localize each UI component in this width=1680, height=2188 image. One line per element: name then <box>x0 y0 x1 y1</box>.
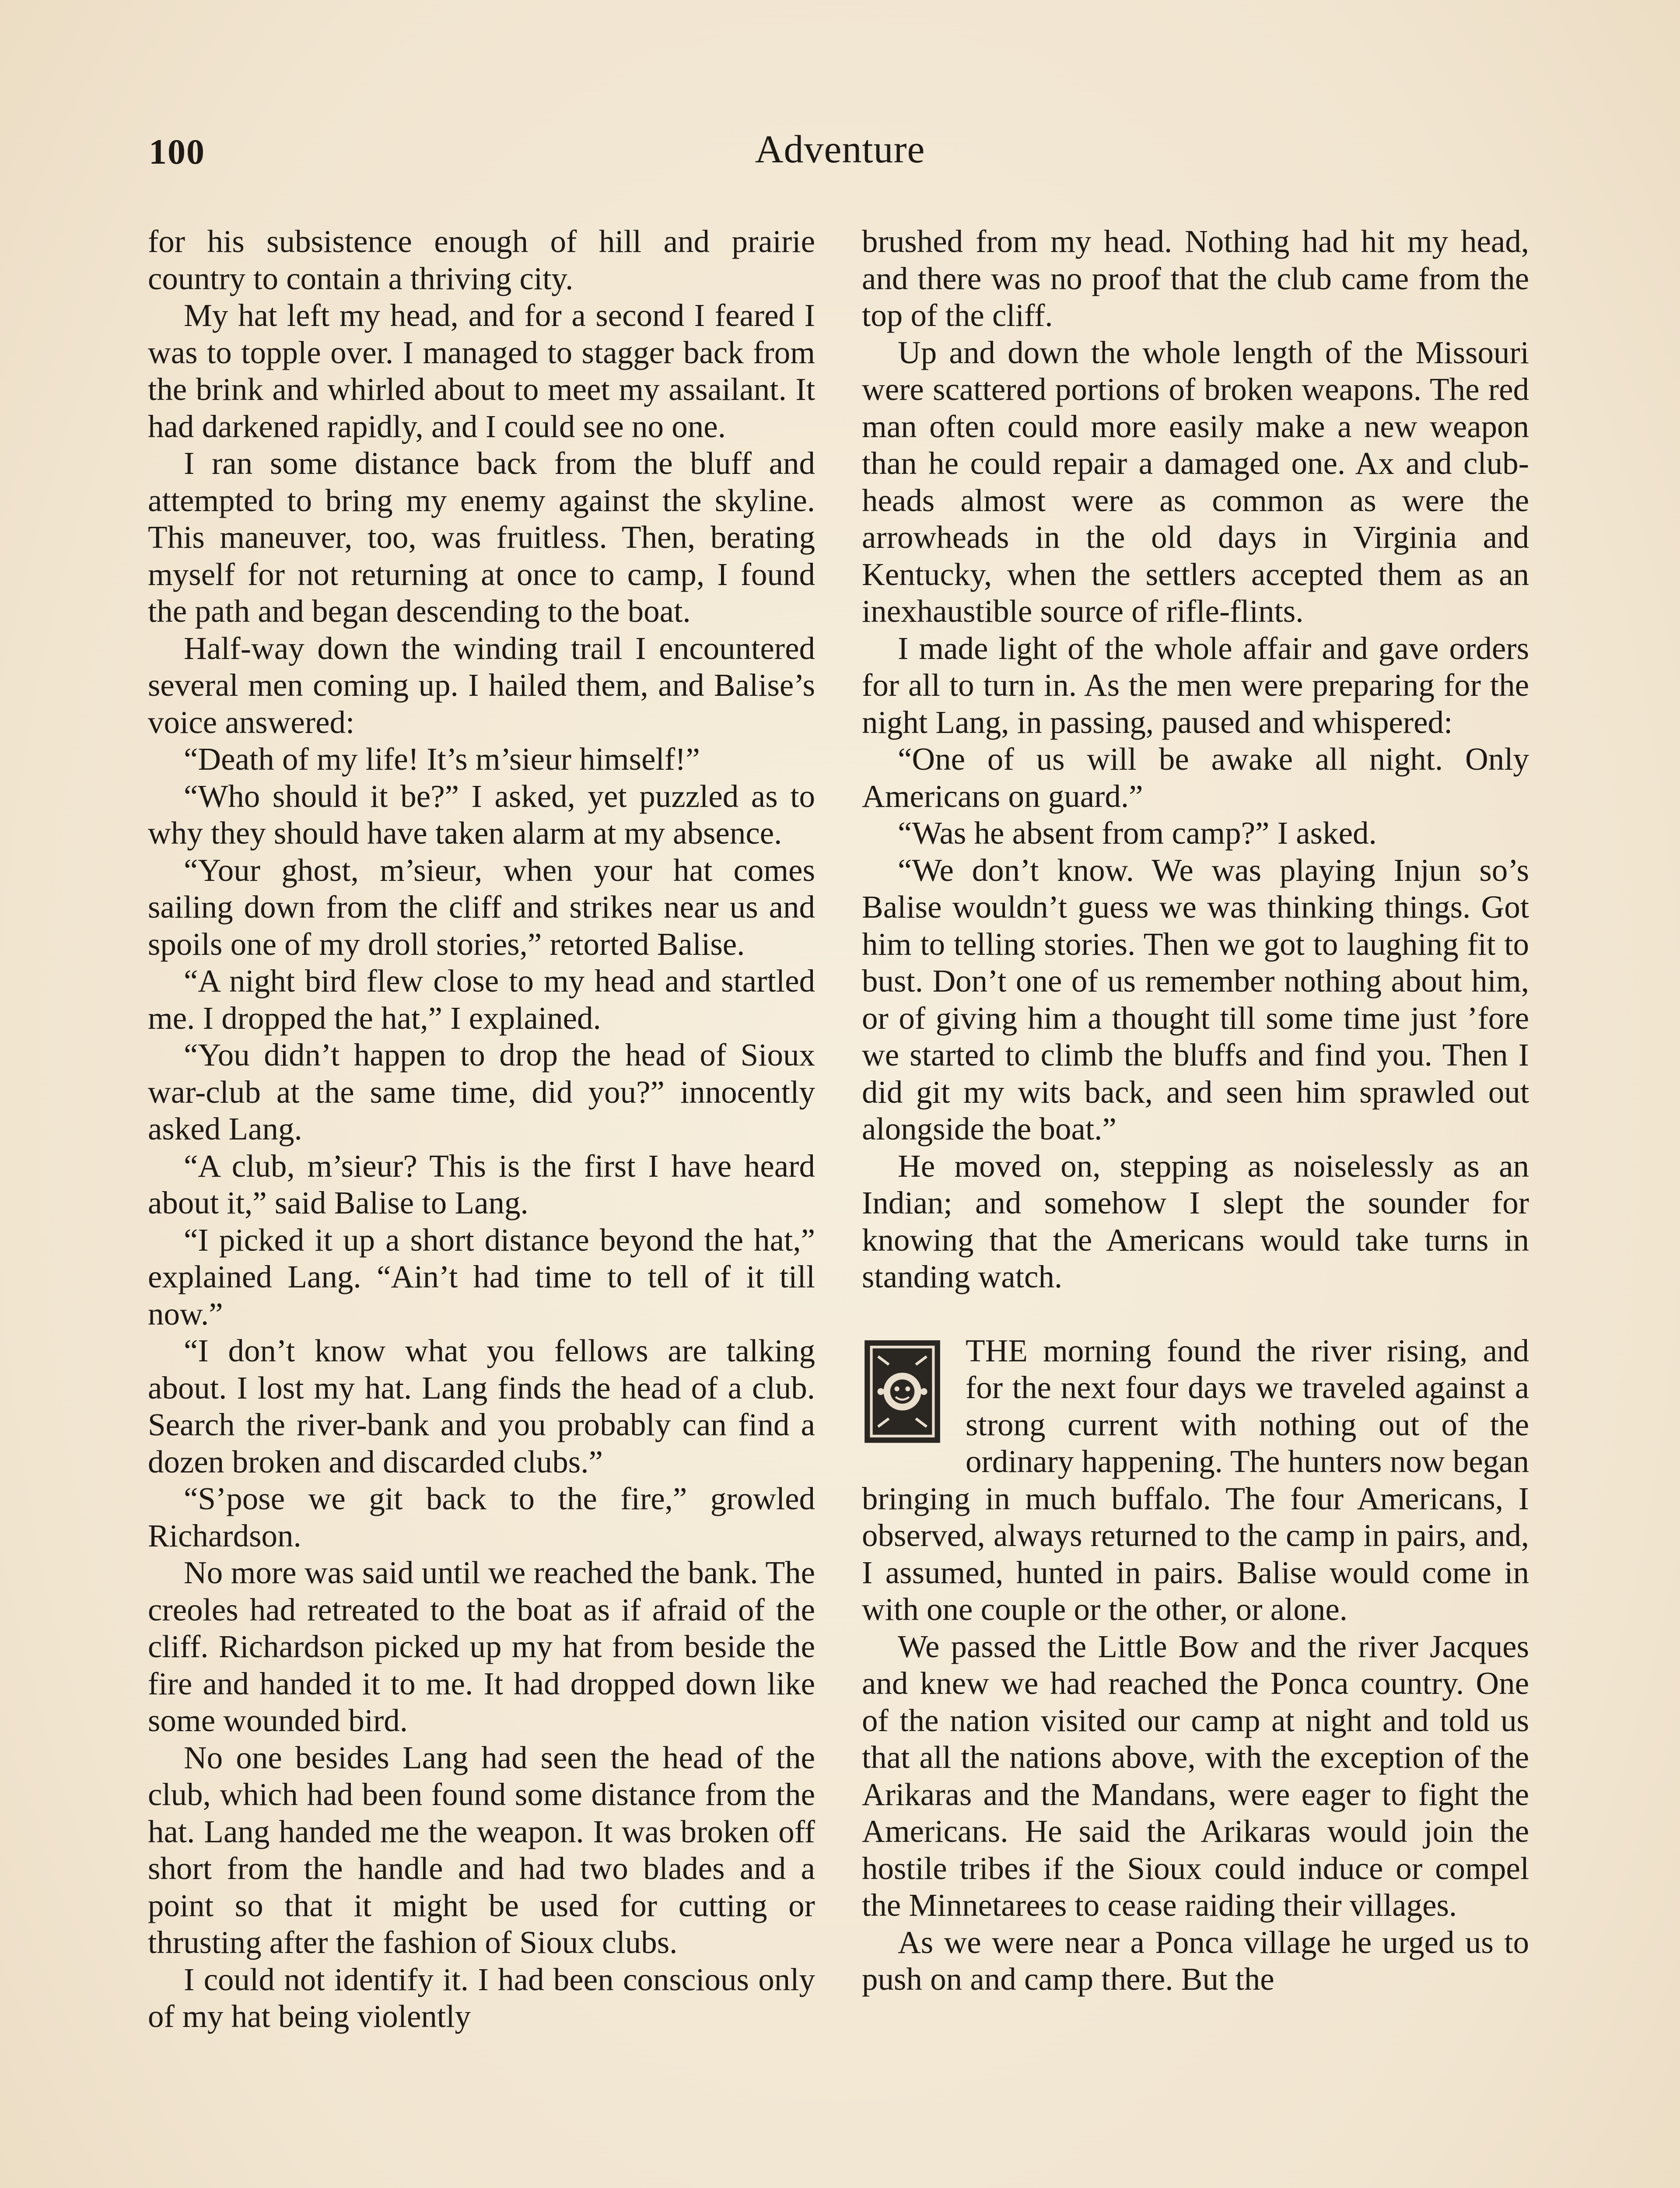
paragraph: “A night bird flew close to my head and startled me. I dropped the hat,” I explained. <box>148 963 815 1036</box>
paragraph: “Who should it be?” I asked, yet puzzled as to why they should have taken alarm at my absence. <box>148 778 815 851</box>
paragraph: “I don’t know what you fellows are talking about. I lost my hat. Lang finds the head of a club. Search the river-bank and you probably can find a dozen broken and discarded clubs.” <box>148 1333 815 1480</box>
paragraph: As we were near a Ponca village he urged us to push on and camp there. But the <box>862 1924 1529 1997</box>
page-number: 100 <box>149 132 205 172</box>
paragraph: My hat left my head, and for a second I feared I was to topple over. I managed to stagger back from the brink and whirled about to meet my assailant. It had darkened rapidly, and I could see no one. <box>148 298 815 444</box>
paragraph: “Was he absent from camp?” I asked. <box>898 815 1377 851</box>
section-break-block <box>862 1332 1529 1628</box>
left-column <box>148 223 815 2035</box>
right-column <box>862 223 1529 1998</box>
paragraph: No one besides Lang had seen the head of the club, which had been found some distance from the hat. Lang handed me the weapon. It was broken off short from the handle and had two blades and a point so that it might be used for cutting or thrusting after the fashion of Sioux clubs. <box>148 1739 815 1960</box>
paragraph: No more was said until we reached the bank. The creoles had retreated to the boat as if afraid of the cliff. Richardson picked up my hat from beside the fire and handed it to me. It had dropped down like some wounded bird. <box>148 1555 815 1738</box>
paragraph: Half-way down the winding trail I encountered several men coming up. I hailed them, and Balise’s voice answered: <box>148 630 815 740</box>
paragraph: We passed the Little Bow and the river Jacques and knew we had reached the Ponca country. One of the nation visited our camp at night and told us that all the nations above, with the exception of the Arikaras and the Mandans, were eager to fight the Americans. He said the Arikaras would join the hostile tribes if the Sioux could induce or compel the Minnetarees to cease raiding their villages. <box>862 1628 1529 1923</box>
running-head: Adventure <box>755 128 925 171</box>
paragraph: “S’pose we git back to the fire,” growled Richardson. <box>148 1481 815 1553</box>
paragraph: for his subsistence enough of hill and prairie country to contain a thriving city. <box>148 224 815 296</box>
ornament-icon <box>862 1337 943 1446</box>
paragraph: I could not identify it. I had been conscious only of my hat being violently <box>148 1961 815 2034</box>
paragraph: I ran some distance back from the bluff and attempted to bring my enemy against the skyline. This maneuver, too, was fruitless. Then, berating myself for not returning at once to camp, I found the path and began descending to the boat. <box>148 445 815 629</box>
paragraph: “A club, m’sieur? This is the first I have heard about it,” said Balise to Lang. <box>148 1148 815 1220</box>
paragraph: THE morning found the river rising, and for the next four days we traveled against a strong current with nothing out of the ordinary happening. The hunters now began bringing in much buffalo. The four Americans, I observed, always returned to the camp in pairs, and, I assumed, hunted in pairs. Balise would come in with one couple or the other, or alone. <box>862 1332 1529 1627</box>
paragraph: “One of us will be awake all night. Only Americans on guard.” <box>862 741 1529 814</box>
paragraph: “I picked it up a short distance beyond the hat,” explained Lang. “Ain’t had time to tell of it till now.” <box>148 1222 815 1332</box>
paragraph: “Your ghost, m’sieur, when your hat comes sailing down from the cliff and strikes near us and spoils one of my droll stories,” retorted Balise. <box>148 852 815 962</box>
paragraph: brushed from my head. Nothing had hit my head, and there was no proof that the club came from the top of the cliff. <box>862 224 1529 333</box>
paragraph: I made light of the whole affair and gave orders for all to turn in. As the men were preparing for the night Lang, in passing, paused and whispered: <box>862 630 1529 740</box>
paragraph: “We don’t know. We was playing Injun so’s Balise wouldn’t guess we was thinking things. Got him to telling stories. Then we got to laughing fit to bust. Don’t one of us remember nothing about him, or of giving him a thought till some time just ’fore we started to climb the bluffs and find you. Then I did git my wits back, and seen him sprawled out alongside the boat.” <box>862 852 1529 1147</box>
paragraph: He moved on, stepping as noiselessly as an Indian; and somehow I slept the sounder for knowing that the Americans would take turns in standing watch. <box>862 1148 1529 1294</box>
paragraph: Up and down the whole length of the Missouri were scattered portions of broken weapons. The red man often could more easily make a new weapon than he could repair a damaged one. Ax and club-heads almost were as common as were the arrowheads in the old days in Virginia and Kentucky, when the settlers accepted them as an inexhaustible source of rifle-flints. <box>862 334 1529 629</box>
paragraph: “Death of my life! It’s m’sieur himself!” <box>184 741 700 777</box>
paragraph: “You didn’t happen to drop the head of Sioux war-club at the same time, did you?” innocently asked Lang. <box>148 1037 815 1147</box>
